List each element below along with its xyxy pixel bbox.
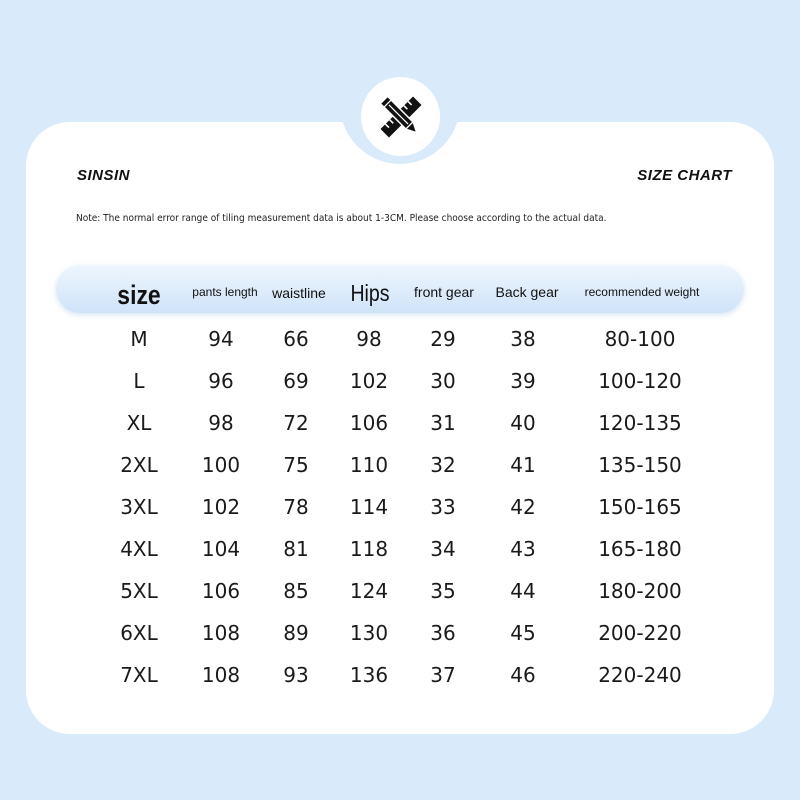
cell-size: 3XL (120, 495, 158, 519)
cell-front-gear: 30 (430, 369, 456, 393)
table-row (0, 402, 800, 444)
cell-hips: 124 (349, 579, 389, 603)
table-row (0, 486, 800, 528)
cell-hips: 130 (349, 621, 389, 645)
cell-hips: 136 (349, 663, 389, 687)
cell-size: XL (126, 411, 152, 435)
cell-pants-length: 98 (208, 411, 234, 435)
cell-recommended-weight: 180-200 (598, 579, 682, 603)
table-row (0, 444, 800, 486)
cell-back-gear: 46 (510, 663, 536, 687)
cell-pants-length: 108 (201, 663, 241, 687)
cell-size: 2XL (120, 453, 158, 477)
cell-size: 6XL (120, 621, 158, 645)
cell-waistline: 89 (283, 621, 309, 645)
column-header-back-gear: Back gear (495, 284, 559, 300)
column-header-waistline: waistline (272, 285, 326, 301)
cell-pants-length: 102 (201, 495, 241, 519)
cell-waistline: 78 (283, 495, 309, 519)
column-header-pants-length: pants length (192, 285, 258, 299)
cell-back-gear: 42 (510, 495, 536, 519)
brand-name: SINSIN (77, 167, 131, 184)
column-header-recommended-weight: recommended weight (584, 285, 700, 299)
cell-hips: 102 (349, 369, 389, 393)
cell-size: 5XL (120, 579, 158, 603)
cell-waistline: 93 (283, 663, 309, 687)
table-row (0, 360, 800, 402)
cell-recommended-weight: 200-220 (598, 621, 682, 645)
cell-front-gear: 34 (430, 537, 456, 561)
measurement-note: Note: The normal error range of tiling measurement data is about 1-3CM. Please choose according to the actual data. (76, 213, 607, 224)
cell-recommended-weight: 135-150 (598, 453, 682, 477)
cell-recommended-weight: 150-165 (598, 495, 682, 519)
cell-front-gear: 33 (430, 495, 456, 519)
cell-pants-length: 104 (201, 537, 241, 561)
size-table-body (0, 318, 800, 696)
table-row (0, 654, 800, 696)
table-row (0, 528, 800, 570)
cell-back-gear: 39 (510, 369, 536, 393)
cell-recommended-weight: 120-135 (598, 411, 682, 435)
pencil-ruler-icon (375, 91, 427, 143)
table-row (0, 612, 800, 654)
cell-hips: 110 (349, 453, 389, 477)
cell-waistline: 66 (283, 327, 309, 351)
table-row (0, 318, 800, 360)
cell-size: M (130, 327, 148, 351)
cell-front-gear: 36 (430, 621, 456, 645)
cell-back-gear: 40 (510, 411, 536, 435)
cell-back-gear: 45 (510, 621, 536, 645)
cell-recommended-weight: 220-240 (598, 663, 682, 687)
cell-front-gear: 32 (430, 453, 456, 477)
cell-pants-length: 108 (201, 621, 241, 645)
cell-waistline: 85 (283, 579, 309, 603)
icon-badge (361, 77, 440, 156)
cell-pants-length: 106 (201, 579, 241, 603)
cell-recommended-weight: 100-120 (598, 369, 682, 393)
cell-back-gear: 44 (510, 579, 536, 603)
cell-size: 7XL (120, 663, 158, 687)
cell-hips: 118 (349, 537, 389, 561)
cell-recommended-weight: 165-180 (598, 537, 682, 561)
cell-waistline: 81 (283, 537, 309, 561)
table-row (0, 570, 800, 612)
cell-hips: 106 (349, 411, 389, 435)
cell-waistline: 72 (283, 411, 309, 435)
cell-back-gear: 38 (510, 327, 536, 351)
cell-waistline: 75 (283, 453, 309, 477)
cell-size: L (133, 369, 145, 393)
column-header-hips: Hips (350, 280, 390, 306)
cell-front-gear: 31 (430, 411, 456, 435)
cell-pants-length: 96 (208, 369, 234, 393)
cell-hips: 114 (349, 495, 389, 519)
cell-recommended-weight: 80-100 (604, 327, 676, 351)
cell-hips: 98 (356, 327, 382, 351)
cell-pants-length: 100 (201, 453, 241, 477)
cell-waistline: 69 (283, 369, 309, 393)
column-header-size: size (117, 280, 161, 310)
page-title: SIZE CHART (637, 167, 732, 184)
cell-pants-length: 94 (208, 327, 234, 351)
column-header-front-gear: front gear (414, 284, 474, 300)
cell-front-gear: 35 (430, 579, 456, 603)
cell-front-gear: 37 (430, 663, 456, 687)
cell-size: 4XL (120, 537, 158, 561)
cell-back-gear: 43 (510, 537, 536, 561)
cell-front-gear: 29 (430, 327, 456, 351)
cell-back-gear: 41 (510, 453, 536, 477)
